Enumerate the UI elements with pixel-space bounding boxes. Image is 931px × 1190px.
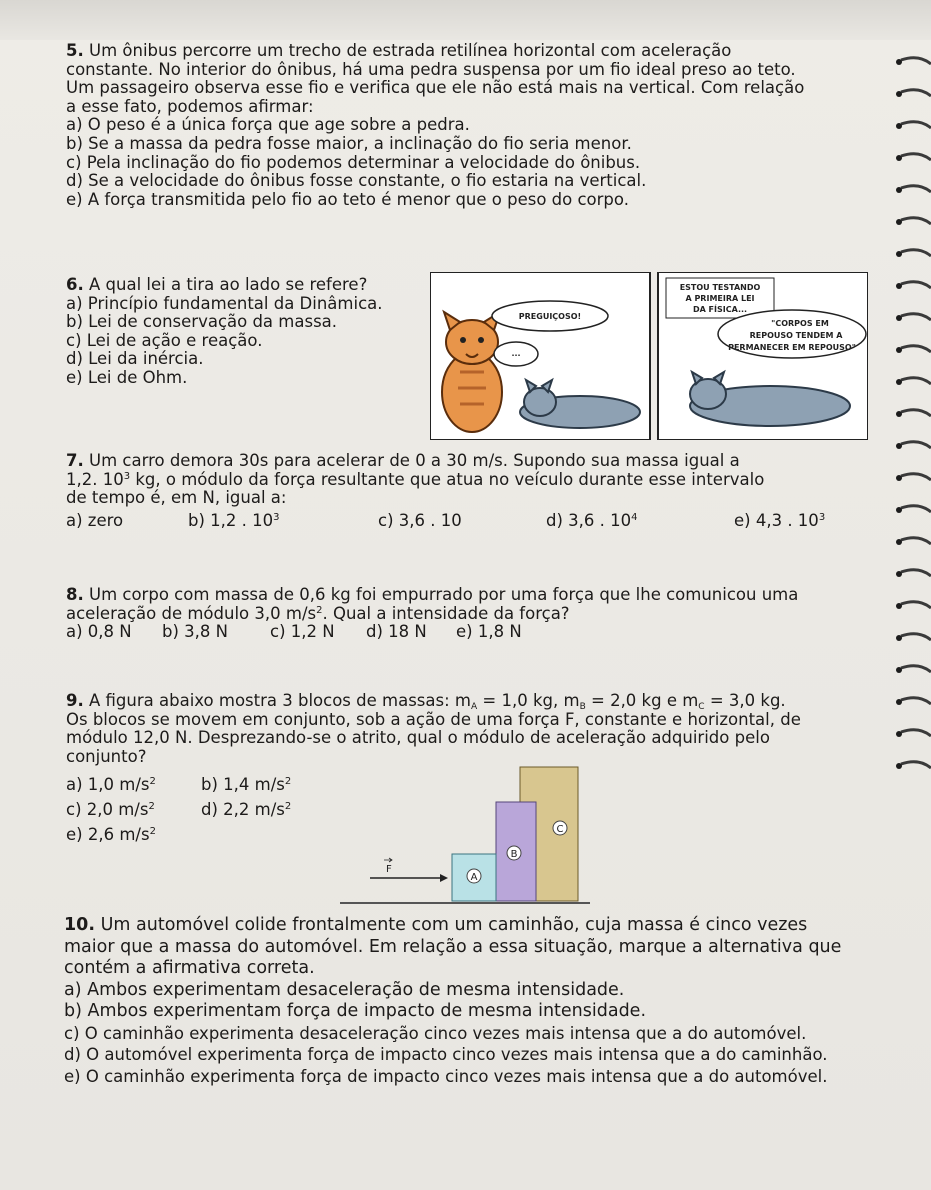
q7-number: 7.: [66, 451, 84, 470]
q10-option-e[interactable]: e) O caminhão experimenta força de impacto cinco vezes mais intensa que a do automóvel.: [64, 1066, 828, 1086]
q9-option-e[interactable]: [66, 822, 156, 847]
force-arrow-head: [440, 874, 448, 882]
q9-option-a-exp: 2: [149, 776, 156, 788]
q9-line-4: conjunto?: [66, 746, 147, 766]
bubble-preguicoso-text: PREGUIÇOSO!: [518, 312, 582, 321]
question-5: [66, 42, 804, 209]
q9-option-b-exp: 2: [284, 776, 292, 788]
force-label: F: [386, 864, 392, 875]
q5-option-e[interactable]: e) A força transmitida pelo fio ao teto é menor que o peso do corpo.: [66, 189, 629, 209]
q9-line-1: [66, 692, 801, 711]
q7-option-a-text: a) zero: [66, 510, 124, 530]
q7-option-b-exp: 3: [273, 511, 280, 523]
q8-text-3: . Qual a intensidade da força?: [322, 603, 570, 623]
block-b-label: B: [510, 849, 518, 860]
q6-stem: [66, 276, 383, 295]
q9-sub-c: C: [698, 702, 705, 712]
q6-option-a[interactable]: a) Princípio fundamental da Dinâmica.: [66, 293, 383, 313]
caption-line-2: A PRIMEIRA LEI: [685, 294, 755, 303]
q8-option-d[interactable]: d) 18 N: [366, 622, 427, 642]
q8-number: 8.: [66, 585, 84, 604]
block-c-label: C: [556, 824, 564, 835]
vector-arrow-icon: [384, 858, 392, 862]
q5-option-b[interactable]: b) Se a massa da pedra fosse maior, a inclinação do fio seria menor.: [66, 133, 632, 153]
q5-line-3: Um passageiro observa esse fio e verifica que ele não está mais na vertical. Com relação: [66, 78, 805, 98]
caption-line-3: DA FÍSICA...: [692, 305, 748, 314]
q5-line-2: constante. No interior do ônibus, há uma pedra suspensa por um fio ideal preso ao teto.: [66, 59, 796, 79]
q10-option-b[interactable]: b) Ambos experimentam força de impacto de mesma intensidade.: [64, 1001, 647, 1021]
q8-options: [66, 623, 798, 642]
q5-option-a[interactable]: a) O peso é a única força que age sobre a pedra.: [66, 115, 470, 135]
q9-mass-b: = 2,0 kg e m: [585, 691, 699, 710]
page-top-shadow: [0, 0, 931, 40]
q8-text-2: aceleração de módulo 3,0 m/s: [66, 603, 317, 623]
q5-line-1: [66, 42, 804, 61]
q7-option-b-text: b) 1,2 . 10: [188, 510, 274, 530]
q10-line-3: contém a afirmativa correta.: [64, 958, 315, 978]
q5-option-d[interactable]: d) Se a velocidade do ônibus fosse constante, o fio estaria na vertical.: [66, 171, 647, 191]
quote-bubble: [718, 310, 866, 358]
q7-option-e-exp: 3: [818, 511, 826, 523]
q7-option-e-text: e) 4,3 . 10: [734, 510, 819, 530]
q8-exp: 2: [316, 604, 323, 616]
q10-option-d[interactable]: d) O automóvel experimenta força de impacto cinco vezes mais intensa que a do caminhão.: [64, 1045, 828, 1064]
question-7: [66, 452, 825, 530]
q7-line-2: [66, 471, 825, 490]
q6-option-d[interactable]: d) Lei da inércia.: [66, 349, 204, 369]
q7-option-d[interactable]: [546, 512, 734, 531]
q6-option-c[interactable]: c) Lei de ação e reação.: [66, 330, 263, 350]
q7-mass-exp: 3: [123, 470, 131, 482]
q9-sub-a: A: [470, 702, 478, 712]
q9-option-d-text: d) 2,2 m/s: [201, 800, 285, 820]
block-a-label: A: [470, 872, 478, 883]
q9-text-1: A figura abaixo mostra 3 blocos de massas: m: [89, 691, 471, 710]
q8-line-1: [66, 586, 798, 605]
q7-option-e[interactable]: [734, 512, 825, 531]
bubble-preguicoso: [492, 301, 608, 331]
orange-cat-icon: [442, 312, 502, 432]
q10-line-2: maior que a massa do automóvel. Em relação a essa situação, marque a alternativa que: [64, 936, 842, 957]
q8-option-b[interactable]: b) 3,8 N: [162, 622, 228, 642]
q7-option-d-text: d) 3,6 . 10: [546, 510, 632, 530]
q10-number: 10.: [64, 915, 96, 935]
q9-option-c-text: c) 2,0 m/s: [66, 800, 149, 820]
q5-number: 5.: [66, 41, 84, 60]
q9-line-3: módulo 12,0 N. Desprezando-se o atrito, qual o módulo de aceleração adquirido pelo: [66, 728, 770, 748]
q6-option-b[interactable]: b) Lei de conservação da massa.: [66, 312, 338, 332]
q9-option-e-text: e) 2,6 m/s: [66, 825, 150, 845]
q7-option-c[interactable]: [378, 512, 546, 531]
q9-option-b[interactable]: [201, 772, 291, 797]
q9-mass-c: = 3,0 kg.: [704, 691, 786, 710]
bubble-ellipsis: [494, 342, 538, 366]
q9-number: 9.: [66, 691, 84, 710]
q9-option-b-text: b) 1,4 m/s: [201, 775, 285, 795]
q9-mass-a: = 1,0 kg, m: [477, 691, 580, 710]
q7-option-d-exp: 4: [631, 511, 638, 523]
q9-option-e-exp: 2: [149, 826, 156, 838]
q9-option-c[interactable]: [66, 797, 201, 822]
q9-line-2: Os blocos se movem em conjunto, sob a ação de uma força F, constante e horizontal, de: [66, 709, 801, 729]
q8-line-2: [66, 605, 798, 624]
comic-strip: [430, 272, 868, 440]
bubble-ellipsis-text: ...: [511, 349, 521, 358]
q10-text-1: Um automóvel colide frontalmente com um caminhão, cuja massa é cinco vezes: [100, 915, 808, 935]
q10-line-1: [64, 915, 841, 937]
q7-option-b[interactable]: [188, 512, 378, 531]
q5-text-1: Um ônibus percorre um trecho de estrada retilínea horizontal com aceleração: [89, 41, 732, 60]
q7-mass-base: 1,2. 10: [66, 469, 124, 489]
spiral-binding: [871, 40, 931, 800]
question-6: [66, 276, 383, 388]
q8-text-1: Um corpo com massa de 0,6 kg foi empurrado por uma força que lhe comunicou uma: [89, 585, 799, 604]
q7-option-c-text: c) 3,6 . 10: [378, 510, 462, 530]
q10-option-a[interactable]: a) Ambos experimentam desaceleração de mesma intensidade.: [64, 979, 625, 1000]
q5-line-4: a esse fato, podemos afirmar:: [66, 96, 314, 116]
q7-text-1: Um carro demora 30s para acelerar de 0 a 30 m/s. Supondo sua massa igual a: [89, 451, 740, 470]
q10-option-c[interactable]: c) O caminhão experimenta desaceleração cinco vezes mais intensa que a do automóvel.: [64, 1023, 807, 1043]
q7-option-a[interactable]: [66, 512, 188, 531]
q6-option-e[interactable]: e) Lei de Ohm.: [66, 367, 188, 387]
quote-line-3: PERMANECER EM REPOUSO": [728, 343, 856, 352]
q8-option-c[interactable]: c) 1,2 N: [270, 622, 335, 642]
q9-option-c-exp: 2: [148, 801, 155, 813]
caption-line-1: ESTOU TESTANDO: [679, 283, 761, 292]
q9-option-a-text: a) 1,0 m/s: [66, 775, 150, 795]
q6-stem-text: A qual lei a tira ao lado se refere?: [89, 275, 368, 294]
q6-number: 6.: [66, 275, 84, 294]
q5-option-c[interactable]: c) Pela inclinação do fio podemos determinar a velocidade do ônibus.: [66, 152, 641, 172]
q7-line-3: de tempo é, em N, igual a:: [66, 488, 287, 508]
question-8: [66, 586, 798, 642]
q7-text-2: kg, o módulo da força resultante que atua no veículo durante esse intervalo: [130, 469, 765, 489]
blocks-figure: [340, 762, 590, 912]
question-10: [64, 915, 841, 1087]
q9-sub-b: B: [579, 702, 586, 712]
quote-line-2: REPOUSO TENDEM A: [749, 331, 843, 340]
q7-line-1: [66, 452, 825, 471]
q8-option-e[interactable]: e) 1,8 N: [456, 622, 522, 642]
q9-option-d[interactable]: [201, 797, 291, 822]
q9-option-d-exp: 2: [284, 801, 292, 813]
q8-option-a[interactable]: a) 0,8 N: [66, 622, 132, 642]
q9-option-a[interactable]: [66, 772, 201, 797]
q7-options: [66, 512, 825, 531]
quote-line-1: "CORPOS EM: [771, 319, 829, 328]
